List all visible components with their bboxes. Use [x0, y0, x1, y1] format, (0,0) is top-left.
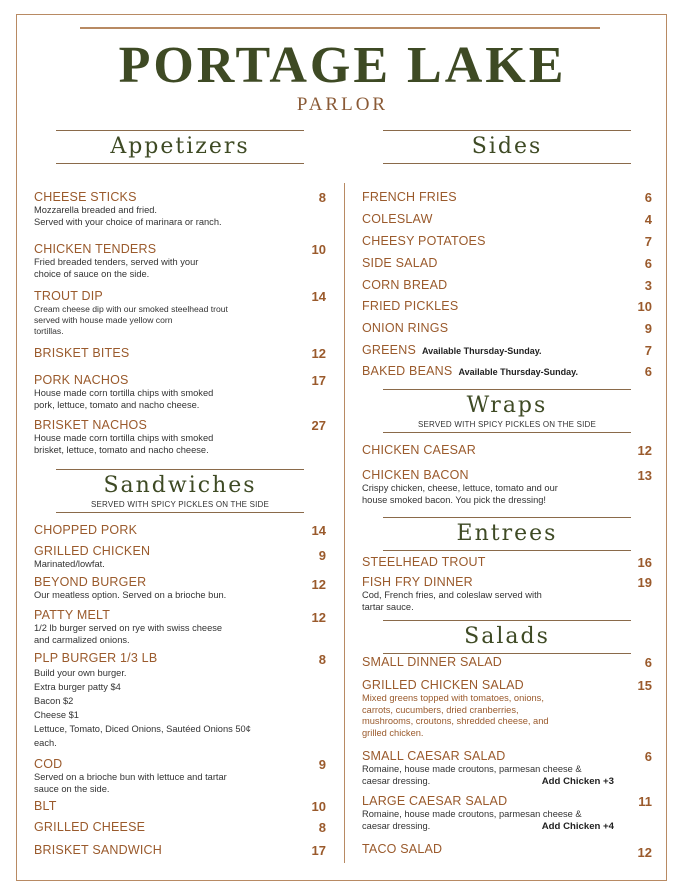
sandwiches-note: SERVED WITH SPICY PICKLES ON THE SIDE — [90, 500, 270, 509]
item-price: 6 — [644, 190, 652, 205]
item-price: 7 — [644, 343, 652, 358]
sandwiches-title: Sandwiches — [103, 473, 257, 498]
menu-item-chopped-pork — [34, 523, 314, 538]
side-item-fried-pickles — [362, 299, 642, 314]
menu-item-chicken-tenders — [34, 242, 314, 280]
item-name: FRENCH FRIES — [362, 190, 457, 204]
entrees-title: Entrees — [456, 521, 558, 546]
menu-item-grilled-cheese — [34, 820, 314, 835]
item-price: 8 — [318, 820, 326, 835]
side-item-coleslaw — [362, 212, 642, 227]
item-price: 15 — [637, 678, 652, 693]
appetizers-title: Appetizers — [110, 134, 250, 159]
wraps-title: Wraps — [466, 393, 548, 418]
menu-item-trout-dip — [34, 289, 314, 337]
menu-item-plp-burger — [34, 651, 314, 750]
salads-title: Salads — [464, 624, 550, 649]
item-price: 13 — [637, 468, 652, 483]
menu-item-brisket-sandwich — [34, 843, 314, 858]
item-price: 17 — [311, 373, 326, 388]
item-description: Cream cheese dip with our smoked steelhead trout served with house made yellow corn tortillas. — [34, 304, 228, 336]
salad-item-taco-salad — [362, 842, 642, 857]
entree-item-fish-fry-dinner — [362, 575, 642, 613]
item-name: GRILLED CHICKEN — [34, 544, 151, 558]
sides-heading — [383, 130, 631, 164]
item-name: ONION RINGS — [362, 321, 449, 335]
item-name: BRISKET SANDWICH — [34, 843, 162, 857]
wrap-item-chicken-bacon — [362, 468, 642, 506]
salad-item-grilled-chicken-salad — [362, 678, 642, 739]
item-name: COLESLAW — [362, 212, 433, 226]
side-item-onion-rings — [362, 321, 642, 336]
menu-item-blt — [34, 799, 314, 814]
item-description: Our meatless option. Served on a brioche bun. — [34, 590, 227, 600]
item-price: 10 — [311, 799, 326, 814]
item-name: CHEESY POTATOES — [362, 234, 486, 248]
item-description: House made corn tortilla chips with smoked brisket, lettuce, tomato and nacho cheese. — [34, 433, 214, 455]
item-name: BRISKET BITES — [34, 346, 130, 360]
item-price: 6 — [644, 655, 652, 670]
item-description: Cod, French fries, and coleslaw served with tartar sauce. — [362, 590, 542, 612]
item-description: Mixed greens topped with tomatoes, onions, carrots, cucumbers, dried cranberries, mushrooms, croutons, shredded cheese, and grilled chicken. — [362, 693, 549, 738]
item-name: CORN BREAD — [362, 278, 448, 292]
salads-heading — [383, 620, 631, 654]
side-item-cheesy-potatoes — [362, 234, 642, 249]
restaurant-title: PORTAGE LAKE — [118, 37, 567, 94]
item-description: Build your own burger. Extra burger patty $4 Bacon $2 Cheese $1 Lettuce, Tomato, Diced Onions, Sautéed Onions 50¢ each. — [34, 668, 251, 748]
item-price: 6 — [644, 256, 652, 271]
item-description: Romaine, house made croutons, parmesan cheese & caesar dressing. — [362, 809, 582, 831]
item-price: 10 — [637, 299, 652, 314]
item-price: 6 — [644, 364, 652, 379]
menu-item-beyond-burger — [34, 575, 314, 602]
item-name: BEYOND BURGER — [34, 575, 147, 589]
item-name: BAKED BEANS — [362, 364, 453, 378]
item-price: 17 — [311, 843, 326, 858]
item-name: PLP BURGER 1/3 LB — [34, 651, 158, 665]
item-name: FRIED PICKLES — [362, 299, 459, 313]
item-name: CHOPPED PORK — [34, 523, 138, 537]
item-name: CHEESE STICKS — [34, 190, 137, 204]
item-price: 9 — [318, 548, 326, 563]
item-price: 19 — [637, 575, 652, 590]
item-name: BLT — [34, 799, 57, 813]
item-name: STEELHEAD TROUT — [362, 555, 486, 569]
side-item-corn-bread — [362, 278, 642, 293]
menu-item-brisket-bites — [34, 346, 314, 361]
availability-note: Available Thursday-Sunday. — [458, 367, 578, 377]
item-price: 12 — [311, 577, 326, 592]
item-price: 4 — [644, 212, 652, 227]
item-description: Fried breaded tenders, served with your choice of sauce on the side. — [34, 257, 199, 279]
item-price: 8 — [318, 190, 326, 205]
side-item-greens — [362, 343, 642, 359]
item-description: Crispy chicken, cheese, lettuce, tomato and our house smoked bacon. You pick the dressing! — [362, 483, 558, 505]
item-name: TROUT DIP — [34, 289, 103, 303]
wrap-item-chicken-caesar — [362, 443, 642, 458]
item-price: 10 — [311, 242, 326, 257]
item-description: Marinated/lowfat. — [34, 559, 105, 569]
entrees-heading — [383, 517, 631, 551]
entree-item-steelhead-trout — [362, 555, 642, 570]
add-chicken-note: Add Chicken +4 — [541, 821, 614, 832]
item-price: 12 — [311, 610, 326, 625]
item-name: LARGE CAESAR SALAD — [362, 794, 508, 808]
appetizers-heading — [56, 130, 304, 164]
menu-item-cod — [34, 757, 314, 795]
menu-item-pork-nachos — [34, 373, 314, 411]
item-description: Mozzarella breaded and fried. Served with your choice of marinara or ranch. — [34, 205, 222, 227]
item-price: 8 — [318, 652, 326, 667]
item-name: CHICKEN BACON — [362, 468, 469, 482]
item-description: Romaine, house made croutons, parmesan cheese & caesar dressing. — [362, 764, 582, 786]
menu-item-cheese-sticks — [34, 190, 314, 228]
item-name: CHICKEN CAESAR — [362, 443, 476, 457]
item-name: BRISKET NACHOS — [34, 418, 148, 432]
menu-item-grilled-chicken — [34, 544, 314, 571]
item-name: SMALL CAESAR SALAD — [362, 749, 506, 763]
item-name: GRILLED CHICKEN SALAD — [362, 678, 524, 692]
item-description: Served on a brioche bun with lettuce and tartar sauce on the side. — [34, 772, 227, 794]
item-price: 27 — [311, 418, 326, 433]
item-price: 12 — [311, 346, 326, 361]
side-item-side-salad — [362, 256, 642, 271]
item-name: PATTY MELT — [34, 608, 111, 622]
sides-title: Sides — [471, 134, 543, 159]
item-price: 14 — [311, 289, 326, 304]
salad-item-small-dinner-salad — [362, 655, 642, 670]
item-name: SMALL DINNER SALAD — [362, 655, 502, 669]
top-rule — [80, 27, 600, 29]
menu-item-patty-melt — [34, 608, 314, 646]
item-price: 11 — [638, 794, 652, 809]
sandwiches-heading — [56, 469, 304, 513]
side-item-french-fries — [362, 190, 642, 205]
salad-item-large-caesar-salad — [362, 794, 614, 832]
side-item-baked-beans — [362, 364, 642, 380]
item-name: FISH FRY DINNER — [362, 575, 473, 589]
item-price: 7 — [644, 234, 652, 249]
column-divider — [344, 183, 345, 863]
item-price: 3 — [644, 278, 652, 293]
item-name: TACO SALAD — [362, 842, 443, 856]
item-name: GRILLED CHEESE — [34, 820, 146, 834]
menu-item-brisket-nachos — [34, 418, 314, 456]
item-price: 9 — [644, 321, 652, 336]
item-name: SIDE SALAD — [362, 256, 438, 270]
item-price: 12 — [637, 443, 652, 458]
add-chicken-note: Add Chicken +3 — [541, 776, 614, 787]
wraps-heading — [383, 389, 631, 433]
item-price: 14 — [311, 523, 326, 538]
salad-item-small-caesar-salad — [362, 749, 614, 787]
item-description: 1/2 lb burger served on rye with swiss cheese and carmalized onions. — [34, 623, 223, 645]
item-price: 12 — [637, 845, 652, 860]
item-price: 9 — [318, 757, 326, 772]
wraps-note: SERVED WITH SPICY PICKLES ON THE SIDE — [417, 420, 597, 429]
availability-note: Available Thursday-Sunday. — [422, 346, 542, 356]
restaurant-subtitle: PARLOR — [296, 94, 389, 115]
item-price: 6 — [644, 749, 652, 764]
item-name: GREENS — [362, 343, 416, 357]
item-description: House made corn tortilla chips with smoked pork, lettuce, tomato and nacho cheese. — [34, 388, 214, 410]
item-name: COD — [34, 757, 63, 771]
item-name: PORK NACHOS — [34, 373, 129, 387]
item-price: 16 — [637, 555, 652, 570]
item-name: CHICKEN TENDERS — [34, 242, 157, 256]
